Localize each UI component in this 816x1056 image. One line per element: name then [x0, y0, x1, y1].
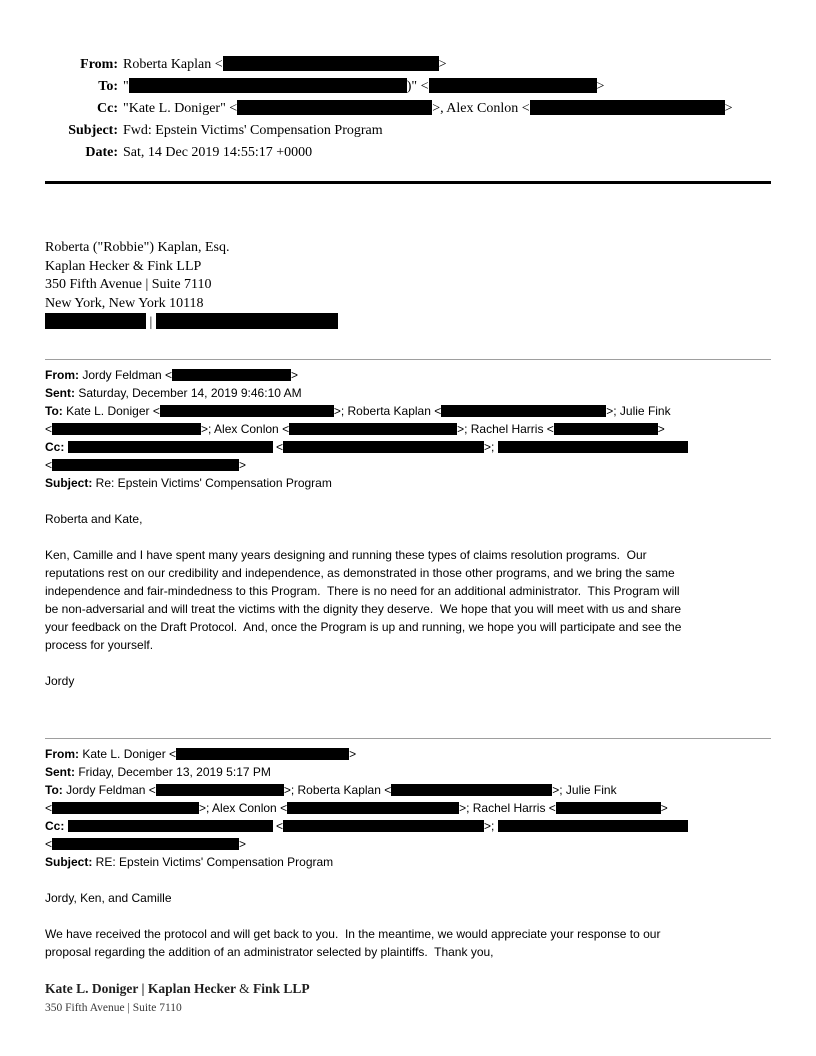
bold-text: Fink LLP [249, 980, 310, 996]
text: > [724, 101, 733, 116]
text: Kate L. Doniger < [62, 403, 160, 418]
body-line [45, 492, 771, 510]
bold-text: Sent: [45, 764, 75, 779]
email2-header [45, 366, 771, 492]
body-line: We have received the protocol and will get back to you. In the meantime, we would appreciate your response to our [45, 926, 661, 941]
bold-text: Kate L. Doniger | Kaplan Hecker [45, 980, 240, 996]
text: Kaplan Hecker & Fink LLP [45, 258, 202, 274]
text: Jordy Feldman < [62, 782, 156, 797]
body-line: Jordy, Ken, and Camille [45, 890, 172, 905]
bold-text: Cc: [45, 439, 65, 454]
header-field-label: To: [98, 79, 118, 94]
kaplan-signature-block [45, 239, 771, 333]
text: < [45, 836, 53, 851]
text: Sat, 14 Dec 2019 14:55:17 +0000 [123, 145, 313, 160]
header-field-value [123, 76, 604, 98]
header-row [45, 120, 771, 142]
email2-body [45, 492, 771, 690]
redaction-bar [429, 78, 597, 93]
text: < [45, 457, 53, 472]
redaction-bar [554, 423, 658, 435]
redaction-bar [68, 441, 273, 453]
signature-line [45, 239, 771, 258]
header-field-value [123, 98, 733, 120]
signature-line [45, 979, 771, 999]
thin-divider-2 [45, 738, 771, 739]
text: < [272, 439, 284, 454]
redaction-bar [441, 405, 606, 417]
body-line: independence and fair-mindedness to this Program. There is no need for an additional administrator. This Program will [45, 583, 680, 598]
text: Kate L. Doniger < [79, 746, 177, 761]
header-row [45, 54, 771, 76]
text: >; [484, 439, 498, 454]
bold-text: To: [45, 403, 63, 418]
redaction-bar [52, 838, 239, 850]
text: " [123, 79, 129, 94]
header-line [45, 474, 771, 492]
text: Jordy Feldman < [79, 367, 173, 382]
text: > [660, 800, 668, 815]
header-line [45, 835, 771, 853]
thick-divider [45, 181, 771, 184]
redaction-bar [391, 784, 552, 796]
redaction-bar [283, 441, 484, 453]
header-line [45, 763, 771, 781]
text: >; Alex Conlon < [201, 421, 290, 436]
text: "Kate L. Doniger" < [123, 101, 238, 116]
redaction-bar [156, 784, 284, 796]
redaction-bar [160, 405, 334, 417]
bold-text: From: [45, 746, 79, 761]
header-line [45, 366, 771, 384]
body-line: reputations rest on our credibility and independence, as demonstrated in those other programs, and we bring the same [45, 565, 675, 580]
signature-line [45, 313, 771, 333]
text: Friday, December 13, 2019 5:17 PM [75, 764, 271, 779]
redaction-bar [176, 748, 349, 760]
text: > [657, 421, 665, 436]
text: Re: Epstein Victims' Compensation Program [92, 475, 332, 490]
body-line: Jordy [45, 673, 75, 688]
header-line [45, 402, 771, 420]
text: 350 Fifth Avenue | Suite 7110 [45, 1001, 182, 1014]
header-line [45, 384, 771, 402]
header-field-label: Cc: [97, 101, 118, 116]
text: >; Roberta Kaplan < [333, 403, 442, 418]
doniger-signature-name [45, 979, 771, 999]
header-field-value [123, 142, 312, 164]
text: < [45, 421, 53, 436]
bold-text: Sent: [45, 385, 75, 400]
header-row [45, 76, 771, 98]
doniger-signature-address [45, 999, 771, 1017]
header-field-value [123, 120, 383, 142]
text: New York, New York 10118 [45, 295, 204, 311]
redaction-bar [52, 459, 239, 471]
text: > [349, 746, 357, 761]
header-row [45, 98, 771, 120]
redaction-bar [223, 56, 439, 71]
header-line [45, 420, 771, 438]
bold-text: To: [45, 782, 63, 797]
text: & [239, 980, 250, 996]
signature-line [45, 258, 771, 277]
redaction-bar [45, 313, 146, 329]
redaction-bar [129, 78, 407, 93]
redaction-bar [68, 820, 273, 832]
header-line [45, 799, 771, 817]
redaction-bar [172, 369, 291, 381]
header-line [45, 438, 771, 456]
text: Fwd: Epstein Victims' Compensation Program [123, 123, 383, 138]
body-line: be non-adversarial and will treat the victims with the dignity they deserve. We hope that you will meet with us and share [45, 601, 682, 616]
redaction-bar [52, 423, 201, 435]
header-field-label: Subject: [68, 123, 118, 138]
bold-text: Subject: [45, 475, 93, 490]
body-line: Ken, Camille and I have spent many years designing and running these types of claims resolution programs. Our [45, 547, 647, 562]
body-line [45, 871, 771, 889]
body-line [45, 654, 771, 672]
text: < [45, 800, 53, 815]
text: 350 Fifth Avenue | Suite 7110 [45, 277, 212, 292]
body-line: Roberta and Kate, [45, 511, 143, 526]
redaction-bar [530, 100, 725, 115]
redaction-bar [498, 820, 688, 832]
header-line [45, 817, 771, 835]
header-field-value [123, 54, 447, 76]
text: >; Rachel Harris < [457, 421, 554, 436]
text: > [438, 57, 447, 72]
bold-text: Cc: [45, 818, 65, 833]
redaction-bar [556, 802, 661, 814]
text: >; Julie Fink [606, 403, 671, 418]
bold-text: From: [45, 367, 79, 382]
body-line [45, 907, 771, 925]
doniger-signature [45, 979, 771, 1017]
body-line: proposal regarding the addition of an administrator selected by plaintiffs. Thank you, [45, 944, 494, 959]
text: >; Roberta Kaplan < [283, 782, 392, 797]
redaction-bar [156, 313, 338, 329]
text: Roberta Kaplan < [123, 57, 223, 72]
text: > [596, 79, 605, 94]
redaction-bar [287, 802, 459, 814]
redaction-bar [237, 100, 432, 115]
bold-text: Subject: [45, 854, 93, 869]
signature-line [45, 295, 771, 314]
redaction-bar [289, 423, 457, 435]
text: > [239, 457, 247, 472]
text: > [239, 836, 247, 851]
text: RE: Epstein Victims' Compensation Program [92, 854, 334, 869]
header-line [45, 853, 771, 871]
text: Roberta ("Robbie") Kaplan, Esq. [45, 240, 230, 255]
email3-body [45, 871, 771, 961]
header-line [45, 745, 771, 763]
redaction-bar [498, 441, 688, 453]
email1-header [45, 54, 771, 164]
email3-header [45, 745, 771, 871]
thin-divider-1 [45, 359, 771, 360]
text: )" < [406, 79, 429, 94]
redaction-bar [283, 820, 484, 832]
body-line: your feedback on the Draft Protocol. And, once the Program is up and running, we hope you will participate and see the [45, 619, 682, 634]
text: >, Alex Conlon < [432, 101, 530, 116]
text: >; [484, 818, 498, 833]
body-line [45, 528, 771, 546]
text: >; Rachel Harris < [459, 800, 556, 815]
text: | [146, 315, 156, 330]
text: > [291, 367, 299, 382]
body-line: process for yourself. [45, 637, 154, 652]
text: >; Julie Fink [552, 782, 617, 797]
header-line [45, 456, 771, 474]
text: Saturday, December 14, 2019 9:46:10 AM [75, 385, 302, 400]
text: >; Alex Conlon < [199, 800, 288, 815]
header-line [45, 781, 771, 799]
signature-line [45, 999, 771, 1017]
redaction-bar [52, 802, 199, 814]
signature-line [45, 276, 771, 295]
header-row [45, 142, 771, 164]
header-field-label: From: [80, 57, 118, 72]
header-field-label: Date: [85, 145, 118, 160]
text: < [272, 818, 284, 833]
